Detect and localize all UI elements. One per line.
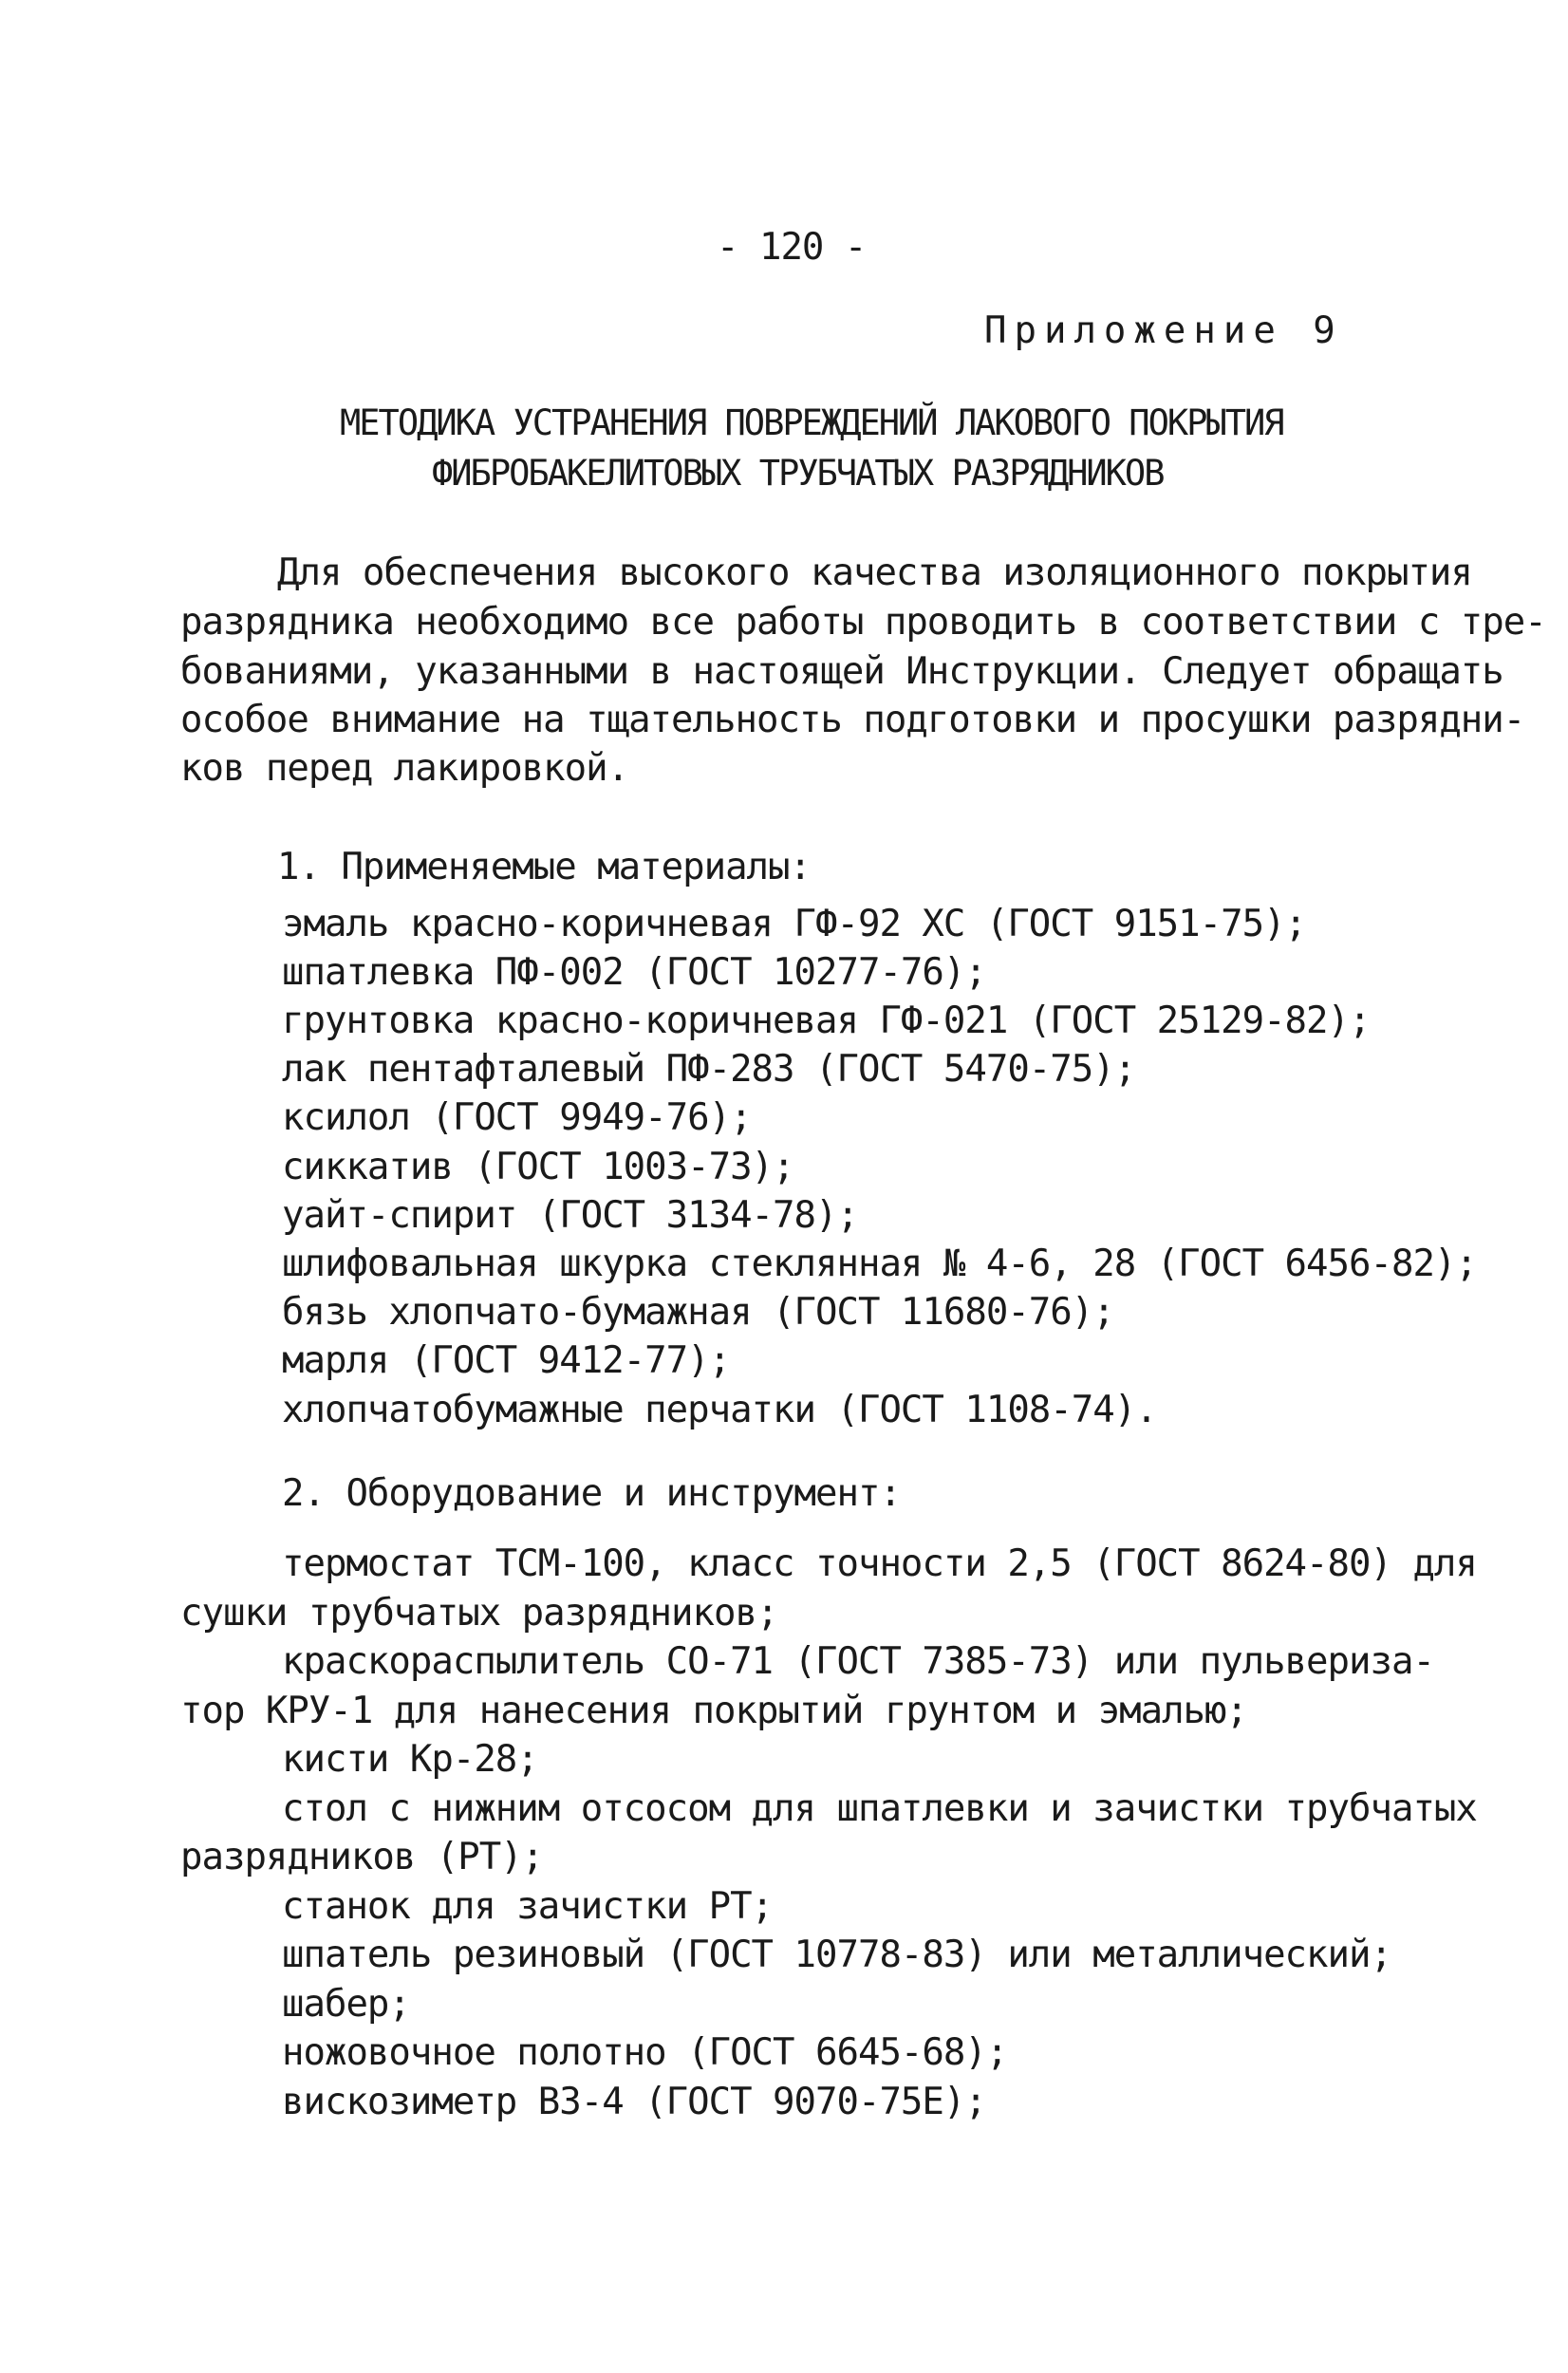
equipment-line: разрядников (РТ); <box>180 1836 544 1878</box>
material-item: эмаль красно-коричневая ГФ-92 ХС (ГОСТ 9151-75); <box>282 903 1307 945</box>
section-heading-materials: 1. Применяемые материалы: <box>277 846 811 888</box>
equipment-line: термостат ТСМ-100, класс точности 2,5 (ГОСТ 8624-80) для <box>282 1542 1477 1585</box>
equipment-line: шпатель резиновый (ГОСТ 10778-83) или металлический; <box>282 1934 1391 1976</box>
material-item: грунтовка красно-коричневая ГФ-021 (ГОСТ 25129-82); <box>282 1000 1371 1042</box>
equipment-line: сушки трубчатых разрядников; <box>180 1592 778 1635</box>
equipment-line: краскораспылитель СО-71 (ГОСТ 7385-73) или пульвериза- <box>282 1640 1434 1683</box>
material-item: лак пентафталевый ПФ-283 (ГОСТ 5470-75); <box>282 1048 1136 1091</box>
equipment-line: кисти Кр-28; <box>282 1738 538 1781</box>
document-title-line-2: ФИБРОБАКЕЛИТОВЫХ ТРУБЧАТЫХ РАЗРЯДНИКОВ <box>432 453 1164 494</box>
equipment-line: ножовочное полотно (ГОСТ 6645-68); <box>282 2031 1008 2074</box>
material-item: шпатлевка ПФ-002 (ГОСТ 10277-76); <box>282 951 986 994</box>
equipment-line: тор КРУ-1 для нанесения покрытий грунтом и эмалью; <box>180 1690 1247 1732</box>
material-item: хлопчатобумажные перчатки (ГОСТ 1108-74). <box>282 1389 1157 1431</box>
material-item: уайт-спирит (ГОСТ 3134-78); <box>282 1194 858 1237</box>
intro-line: бованиями, указанными в настоящей Инструкции. Следует обращать <box>180 650 1503 693</box>
material-item: ксилол (ГОСТ 9949-76); <box>282 1096 752 1139</box>
intro-line: Для обеспечения высокого качества изоляционного покрытия <box>277 551 1472 594</box>
material-item: марля (ГОСТ 9412-77); <box>282 1339 731 1382</box>
document-title-line-1: МЕТОДИКА УСТРАНЕНИЯ ПОВРЕЖДЕНИЙ ЛАКОВОГО ПОКРЫТИЯ <box>340 402 1283 443</box>
equipment-line: станок для зачистки РТ; <box>282 1885 774 1928</box>
material-item: бязь хлопчато-бумажная (ГОСТ 11680-76); <box>282 1291 1114 1334</box>
appendix-label: Приложение 9 <box>984 309 1343 352</box>
section-heading-equipment: 2. Оборудование и инструмент: <box>282 1472 901 1515</box>
intro-line: разрядника необходимо все работы проводить в соответствии с тре- <box>180 601 1546 644</box>
material-item: шлифовальная шкурка стеклянная № 4-6, 28 (ГОСТ 6456-82); <box>282 1243 1477 1285</box>
equipment-line: вискозиметр ВЗ-4 (ГОСТ 9070-75Е); <box>282 2081 986 2123</box>
page-number: - 120 - <box>717 226 867 269</box>
intro-line: особое внимание на тщательность подготовки и просушки разрядни- <box>180 699 1525 741</box>
intro-line: ков перед лакировкой. <box>180 747 629 790</box>
equipment-line: стол с нижним отсосом для шпатлевки и зачистки трубчатых <box>282 1787 1477 1830</box>
material-item: сиккатив (ГОСТ 1003-73); <box>282 1146 794 1188</box>
equipment-line: шабер; <box>282 1983 410 2026</box>
